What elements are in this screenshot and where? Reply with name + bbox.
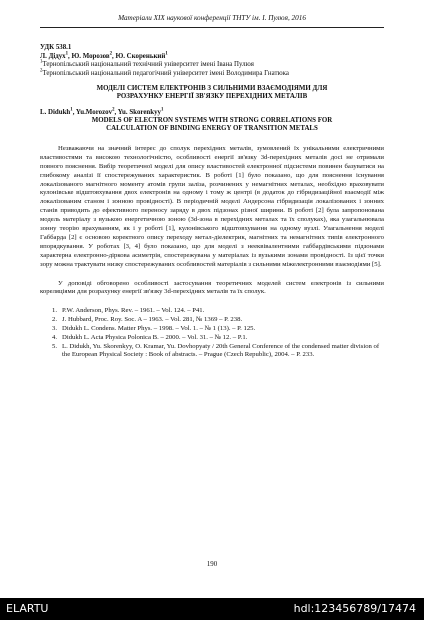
- title-line: МОДЕЛІ СИСТЕМ ЕЛЕКТРОНІВ З СИЛЬНИМИ ВЗАЄМОДІЯМИ ДЛЯ: [96, 84, 328, 92]
- affil-mark: 1: [40, 60, 43, 66]
- reference-number: 3.: [52, 324, 58, 332]
- reference-text: P.W. Anderson, Phys. Rev. – 1961. – Vol. 124. – P41.: [62, 307, 205, 315]
- authors-ua: Л. Дідух$^1$, Ю. Морозов$^2$, Ю. Скоренький$^1$: [40, 51, 168, 60]
- title-line: CALCULATION OF BINDING ENERGY OF TRANSITION METALS: [106, 125, 318, 133]
- reference-item: [52, 316, 384, 325]
- title-ukrainian: [40, 85, 384, 102]
- reference-number: 4.: [52, 333, 58, 341]
- author-name: Ю. Скоренький: [115, 52, 166, 60]
- reference-text: L. Didukh, Yu. Skorenkyy, O. Kramar, Yu. Dovhopyaty / 20th General Conference of the condensed matter division of the European Physical Society : Book of abstracts. – Prague (Czech Republic), 2004. – P. 233.: [62, 342, 380, 359]
- author-affil-mark: 2: [112, 107, 115, 113]
- affiliation: [40, 61, 384, 69]
- author-affil-mark: 1: [165, 51, 168, 57]
- author-affil-mark: 1: [160, 107, 164, 113]
- body-paragraph: Незважаючи на значний інтерес до сполук перехідних металів, зумовлений їх унікальними електричними властивостями та високою технологічністю, особливості енергії зв'язку 3d-перехідних металів досі не отримали повного пояснення. Вибір теоретичної моделі для опису властивостей електронної підсистеми повинен базуватися на глибокому аналізі її спостережуваних характеристик. В роботі [1] було показано, що для пояснення існування локалізованого магнітного моменту атомів групи заліза, розчинених у немагнітних металах, необхідно враховувати кулонівське відштовхування двох електронів на одному і тому ж центрі (в додаток до гібридизаційної взаємодії між локалізованим станом і зонною провідності). В періодичній моделі Андерсона гібридизація локалізованих і зонних станів приводить до ефективного переносу заряду в двох підзонах різної ширини. В роботі [2] була запропонована модель матеріалу з вузькою енергетичною зоною (3d-зона в перехідних металах та їх сполуках), яка узагальнювала зонну теорію врахуванням, як і у роботі [1], кулонівського відштовхування на одному вузлі. Узагальнення моделі Габбарда [2] є основою коректного опису переходу метал-діелектрик, магнітних та немагнітних типів електронного впорядкування. У роботах [3, 4] було показано, що для моделі з нееквівалентними габбардівськими підзонами характерна електронно-діркова асиметрія, спостережувана у матеріалах із вузькими зонами провідності. Із цієї точки зору можна трактувати низку спостережуваних особливостей матеріалів з сильними міжелектронними взаємодіями [5].: [40, 144, 384, 268]
- reference-number: 2.: [52, 316, 58, 324]
- repository-footer: [0, 598, 424, 620]
- reference-item: [52, 343, 384, 361]
- author-name: Yu. Skorenkyy: [117, 109, 161, 116]
- header-divider: [40, 27, 384, 28]
- reference-item: [52, 307, 384, 316]
- reference-text: J. Hubbard, Proc. Roy. Soc. A – 1963. – Vol. 281, № 1369 – P. 238.: [62, 316, 243, 324]
- page-number: 190: [206, 561, 218, 568]
- running-header: Матеріали XІX наукової конференції ТНТУ ім. І. Пулюя, 2016: [118, 14, 306, 22]
- author-name: Л. Дідух: [40, 52, 66, 60]
- udk-code: УДК 538.1: [40, 44, 72, 51]
- reference-text: Didukh L. Acta Physica Polonica B. – 2000. – Vol. 31. – № 12. – P.1.: [62, 333, 248, 341]
- reference-number: 5.: [52, 342, 58, 350]
- author-affil-mark: 2: [109, 51, 112, 57]
- author-name: Ю. Морозов: [71, 52, 110, 60]
- reference-number: 1.: [52, 307, 58, 315]
- author-affil-mark: 1: [70, 107, 73, 113]
- reference-text: Didukh L. Condens. Matter Phys. – 1998. – Vol. 1. – № 1 (13). – P. 125.: [62, 324, 256, 332]
- affil-text: Тернопільський національний педагогічний університет імені Володимира Гнатюка: [42, 69, 289, 77]
- authors-en: L. Didukh$^1$, Yu.Morozov$^2$, Yu. Skorenkyy$^1$: [40, 107, 164, 116]
- affiliation: [40, 70, 384, 78]
- author-affil-mark: 1: [65, 51, 69, 57]
- title-line: РОЗРАХУНКУ ЕНЕРГІЇ ЗВ'ЯЗКУ ПЕРЕХІДНИХ МЕТАЛІВ: [116, 93, 308, 101]
- handle-id: hdl:123456789/17474: [293, 602, 416, 615]
- affil-text: Тернопільський національний технічний університет імені Івана Пулюя: [42, 61, 254, 69]
- affil-mark: 2: [40, 68, 43, 74]
- article-content: [40, 33, 384, 360]
- title-english: [40, 117, 384, 134]
- title-line: MODELS OF ELECTRON SYSTEMS WITH STRONG CORRELATIONS FOR: [91, 116, 333, 124]
- reference-list: [52, 307, 384, 360]
- abstract-body: [40, 145, 384, 298]
- repository-name: ELARTU: [6, 602, 49, 615]
- reference-item: [52, 325, 384, 334]
- reference-item: [52, 334, 384, 343]
- author-name: Yu.Morozov: [75, 109, 113, 116]
- author-name: L. Didukh: [40, 109, 71, 116]
- body-paragraph: У доповіді обговорено особливості застосування теоретичних моделей систем електронів із сильними кореляціями для розрахунку енергії зв'язку 3d-перехідних металів та їх сполук.: [40, 279, 384, 296]
